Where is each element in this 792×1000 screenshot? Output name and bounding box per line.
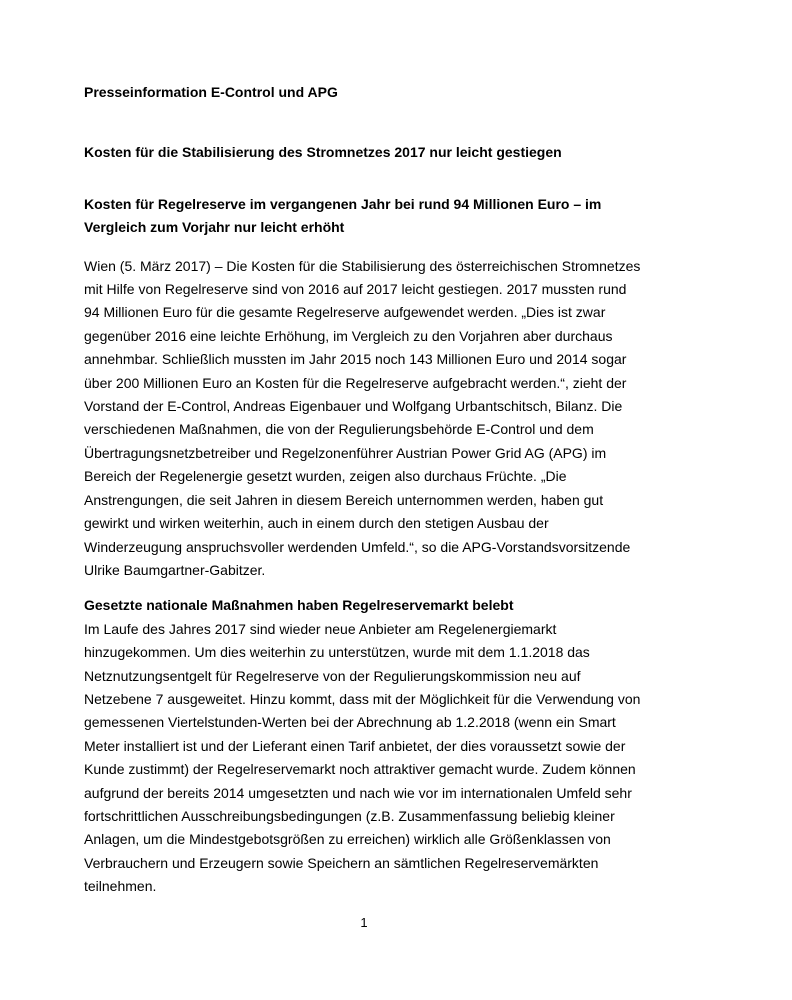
paragraph-intro: Wien (5. März 2017) – Die Kosten für die Stabilisierung des österreichischen Stromnetzes mit Hilfe von Regelreserve sind von 2016 auf 2017 leicht gestiegen. 2017 mussten rund 94 Millionen Euro für die gesamte Regelreserve aufgewendet werden. „Dies ist zwar gegenüber 2016 eine leichte Erhöhung, im Vergleich zu den Vorjahren aber durchaus annehmbar. Schließlich mussten im Jahr 2015 noch 143 Millionen Euro und 2014 sogar über 200 Millionen Euro an Kosten für die Regelreserve aufgebracht werden.“, zieht der Vorstand der E-Control, Andreas Eigenbauer und Wolfgang Urbantschitsch, Bilanz. Die verschiedenen Maßnahmen, die von der Regulierungsbehörde E-Control und dem Übertragungsnetzbetreiber und Regelzonenführer Austrian Power Grid AG (APG) im Bereich der Regelenergie gesetzt wurden, zeigen also durchaus Früchte. „Die Anstrengungen, die seit Jahren in diesem Bereich unternommen werden, haben gut gewirkt und wirken weiterhin, auch in einem durch den stetigen Ausbau der Winderzeugung anspruchsvoller werdenden Umfeld.“, so die APG-Vorstandsvorsitzende Ulrike Baumgartner-Gabitzer. — [84, 257, 641, 578]
subheadline: Kosten für Regelreserve im vergangenen Jahr bei rund 94 Millionen Euro – im Vergleich zum Vorjahr nur leicht erhöht — [84, 195, 602, 236]
document-title: Presseinformation E-Control und APG — [84, 84, 338, 100]
section-heading: Gesetzte nationale Maßnahmen haben Regelreservemarkt belebt — [84, 597, 514, 614]
page-number: 1 — [360, 915, 368, 930]
paragraph-measures: Im Laufe des Jahres 2017 sind wieder neue Anbieter am Regelenergiemarkt hinzugekommen. Um dies weiterhin zu unterstützen, wurde mit dem 1.1.2018 das Netznutzungsentgelt für Regelreserve von der Regulierungskommission neu auf Netzebene 7 ausgeweitet. Hinzu kommt, dass mit der Möglichkeit für die Verwendung von gemessenen Viertelstunden-Werten bei der Abrechnung ab 1.2.2018 (wenn ein Smart Meter installiert ist und der Lieferant einen Tarif anbietet, der dies voraussetzt sowie der Kunde zustimmt) der Regelreservemarkt noch attraktiver gemacht wurde. Zudem können aufgrund der bereits 2014 umgesetzten und nach wie vor im internationalen Umfeld sehr fortschrittlichen Ausschreibungsbedingungen (z.B. Zusammenfassung beliebig kleiner Anlagen, um die Mindestgebotsgrößen zu erreichen) wirklich alle Größenklassen von Verbrauchern und Erzeugern sowie Speichern an sämtlichen Regelreservemärkten teilnehmen. — [84, 620, 641, 895]
document-body — [84, 0, 644, 899]
headline: Kosten für die Stabilisierung des Stromnetzes 2017 nur leicht gestiegen — [84, 144, 562, 161]
